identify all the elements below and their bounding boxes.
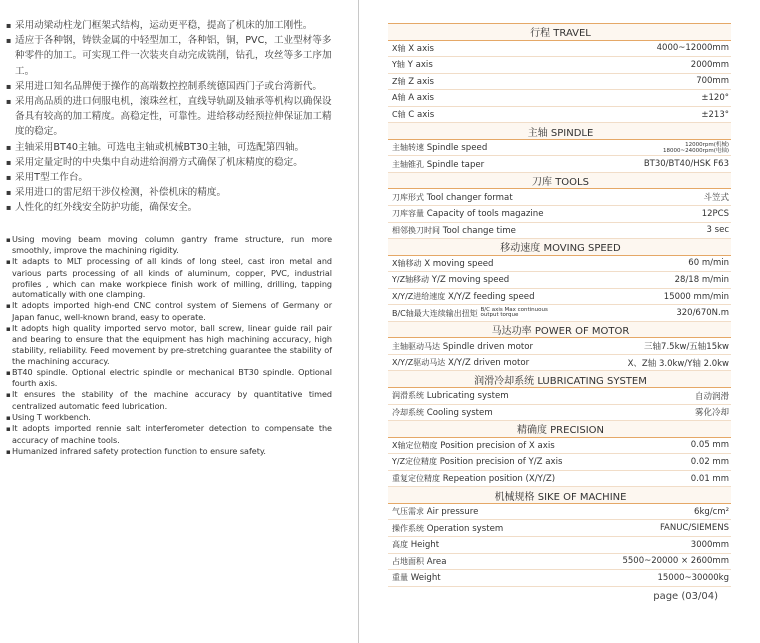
spec-label-zh: X轴定位精度: [392, 440, 438, 450]
spec-value: 0.01 mm: [597, 470, 731, 487]
spec-label-zh: X/Y/Z进给速度: [392, 292, 446, 302]
spindle-speed-elec: 18000~24000rpm(电轴): [662, 147, 729, 154]
spec-row: [388, 470, 731, 487]
spec-label-zh: B/C轴最大连续输出扭矩: [392, 308, 478, 318]
spec-row: [388, 40, 731, 57]
spec-label-en: Position precision of Y/Z axis: [439, 457, 563, 468]
spec-label-zh: C轴: [392, 110, 406, 119]
spec-row: [388, 536, 731, 553]
spec-label-en: Position precision of X axis: [440, 440, 555, 451]
spec-label-en: Capacity of tools magazine: [426, 209, 544, 220]
section-header-spindle: 主轴 SPINDLE: [388, 123, 731, 140]
spec-label-en: B/C axis Max continuous: [480, 306, 548, 313]
spec-value: 700mm: [597, 73, 731, 90]
spec-label-en: output torque: [480, 312, 519, 319]
spec-label-zh: 主轴锥孔: [392, 159, 424, 169]
spec-label-zh: 高度: [392, 540, 408, 550]
spec-value: X、Z轴 3.0kw/Y轴 2.0kw: [597, 354, 731, 371]
spec-value: 6kg/cm²: [597, 503, 731, 520]
spec-label-zh: 刀库形式: [392, 192, 424, 202]
spec-value: 雾化冷却: [597, 404, 731, 421]
features-column: [6, 18, 332, 458]
spec-label-en: Height: [410, 540, 440, 551]
section-header-precision: 精确度 PRECISION: [388, 421, 731, 438]
feature-zh-item: ▪ 人性化的红外线安全防护功能，确保安全。: [6, 200, 332, 215]
spec-label-en: Weight: [410, 573, 441, 584]
spec-label-zh: Y轴: [392, 60, 405, 70]
spec-label-en: C axis: [408, 110, 435, 120]
spec-row: [388, 57, 731, 74]
features-zh-list: [6, 18, 332, 216]
spec-value: 28/18 m/min: [597, 272, 731, 289]
spec-label-zh: 占地面积: [392, 556, 424, 566]
feature-zh-item: ▪ 适应于各种钢，铸铁金属的中轻型加工，各种铝，铜，PVC，工业型材等多种零件的加工。可实现工件一次装夹自动完成铣削，钻孔，攻丝等多工序加工。: [6, 33, 332, 79]
feature-zh-item: ▪ 采用进口的雷尼绍干涉仪检测，补偿机床的精度。: [6, 185, 332, 200]
spec-value: 15000 mm/min: [597, 288, 731, 305]
spec-row: [388, 437, 731, 454]
feature-en-item: ▪ It adapts to MLT processing of all kinds of long steel, cast iron metal and various parts processing of all kinds of aluminum, copper, PVC, industrial profiles , which can make workpiece finish work of milling, drilling, tapping automatically with one clamping.: [6, 256, 332, 300]
page-number: page (03/04): [653, 591, 718, 602]
spec-row: [388, 255, 731, 272]
spec-label-zh: 主轴转速: [392, 143, 424, 153]
spec-row: [388, 388, 731, 405]
spec-row: [388, 90, 731, 107]
spec-value: [597, 139, 731, 156]
spec-value: 斗笠式: [597, 189, 731, 206]
spec-value: ±120°: [597, 90, 731, 107]
spec-label-en: X moving speed: [424, 258, 494, 269]
spec-row: [388, 222, 731, 239]
spec-label-en: X/Y/Z driven motor: [447, 358, 530, 369]
spec-value: 2000mm: [597, 57, 731, 74]
spec-row: [388, 553, 731, 570]
feature-en-item: ▪ It ensures the stability of the machine accuracy by quantitative timed centralized automatic feed lubrication.: [6, 389, 332, 412]
spec-label-en: Repeation position (X/Y/Z): [442, 474, 556, 485]
spec-label-zh: X轴移动: [392, 258, 422, 268]
feature-en-item: ▪ It adopts high quality imported servo motor, ball screw, linear guide rail pair and bearing to ensure that the equipment has high machining accuracy, high stability, reliability. Feed movement by pre-stretching guarantee the stability of the machining accuracy.: [6, 323, 332, 367]
spec-label-en: Spindle taper: [426, 159, 485, 170]
spec-label-en: Y/Z moving speed: [431, 275, 510, 286]
spec-label-en: Spindle driven motor: [442, 341, 534, 352]
spec-label-zh: A轴: [392, 93, 406, 103]
column-divider: [358, 0, 359, 643]
spec-value: 自动润滑: [597, 388, 731, 405]
spec-label-zh: 相邻换刀时间: [392, 225, 440, 235]
feature-en-item: ▪ It adopts imported high-end CNC control system of Siemens of Germany or Japan fanuc, well-known brand, easy to operate.: [6, 300, 332, 323]
spec-value: 0.05 mm: [597, 437, 731, 454]
spec-label-en: Tool change time: [442, 225, 516, 236]
feature-en-item: ▪ Using T workbench.: [6, 412, 332, 424]
spec-value: 3 sec: [597, 222, 731, 239]
spec-row: [388, 503, 731, 520]
spec-label-zh: 操作系统: [392, 523, 424, 533]
spec-value: 12PCS: [597, 206, 731, 223]
spindle-speed-mech: 12000rpm(机械): [685, 141, 729, 148]
spec-row: [388, 404, 731, 421]
spec-row: [388, 454, 731, 471]
spec-label-en: X/Y/Z feeding speed: [447, 292, 535, 303]
feature-zh-item: ▪ 采用高品质的进口伺服电机，滚珠丝杠，直线导轨副及轴承等机构以确保设备具有较高的加工精度。高稳定性，可靠性。进给移动经预拉伸保证加工精度的稳定。: [6, 94, 332, 140]
spec-label-en: Tool changer format: [426, 192, 513, 203]
spec-label-zh: 冷却系统: [392, 407, 424, 417]
spec-row: [388, 520, 731, 537]
section-header-size: 机械规格 SIKE OF MACHINE: [388, 487, 731, 504]
section-header-lubrication: 润滑冷却系统 LUBRICATING SYSTEM: [388, 371, 731, 388]
spec-row: [388, 139, 731, 156]
spec-label-en: Area: [426, 556, 447, 567]
spec-label-zh: Z轴: [392, 76, 406, 86]
feature-zh-item: ▪ 采用定量定时的中央集中自动进给润滑方式确保了机床精度的稳定。: [6, 155, 332, 170]
section-header-travel: 行程 TRAVEL: [388, 24, 731, 41]
feature-en-item: ▪ It adopts imported rennie salt interferometer detection to compensate the accuracy of machine tools.: [6, 423, 332, 446]
feature-en-item: ▪ Using moving beam moving column gantry frame structure, run more smoothly, improve the machining rigidity.: [6, 234, 332, 257]
feature-zh-item: ▪ 采用进口知名品牌便于操作的高端数控控制系统德国西门子或台湾新代。: [6, 79, 332, 94]
spec-value: 15000~30000kg: [597, 570, 731, 587]
section-header-motor: 马达功率 POWER OF MOTOR: [388, 321, 731, 338]
spec-value: 320/670N.m: [597, 305, 731, 322]
spec-value: FANUC/SIEMENS: [597, 520, 731, 537]
section-header-moving-speed: 移动速度 MOVING SPEED: [388, 239, 731, 256]
spec-row: [388, 73, 731, 90]
spec-label-en: A axis: [408, 93, 435, 104]
feature-en-item: ▪ Humanized infrared safety protection function to ensure safety.: [6, 446, 332, 458]
spec-value: 4000~12000mm: [597, 40, 731, 57]
feature-en-item: ▪ BT40 spindle. Optional electric spindle or mechanical BT30 spindle. Optional fourth axis.: [6, 367, 332, 390]
feature-zh-item: ▪ 主轴采用BT40主轴。可选电主轴或机械BT30主轴，可选配第四轴。: [6, 140, 332, 155]
spec-value: 60 m/min: [597, 255, 731, 272]
spec-row: [388, 189, 731, 206]
feature-zh-item: ▪ 采用动梁动柱龙门框架式结构，运动更平稳，提高了机床的加工刚性。: [6, 18, 332, 33]
spec-label-en: X axis: [408, 43, 435, 54]
spec-label-zh: 气压需求: [392, 507, 424, 517]
spec-row: [388, 288, 731, 305]
spec-value: ±213°: [597, 106, 731, 123]
spec-row: [388, 106, 731, 123]
spec-label-en: Spindle speed: [426, 143, 488, 154]
spec-row: [388, 570, 731, 587]
spec-table: [388, 23, 731, 587]
spec-value: 3000mm: [597, 536, 731, 553]
spec-label-en: Y axis: [407, 60, 433, 71]
spec-row: [388, 338, 731, 355]
section-header-tools: 刀库 TOOLS: [388, 172, 731, 189]
spec-value: 5500~20000 × 2600mm: [597, 553, 731, 570]
spec-label-zh: 重量: [392, 573, 408, 583]
features-en-list: [6, 234, 332, 458]
spec-label-zh: 主轴驱动马达: [392, 341, 440, 351]
spec-label-en: Air pressure: [426, 507, 479, 518]
spec-row: [388, 272, 731, 289]
spec-row: [388, 206, 731, 223]
spec-label-en: Cooling system: [426, 407, 493, 418]
spec-value: 0.02 mm: [597, 454, 731, 471]
spec-label-en: Operation system: [426, 523, 504, 534]
feature-zh-item: ▪ 采用T型工作台。: [6, 170, 332, 185]
spec-label-zh: 重复定位精度: [392, 474, 440, 484]
spec-label-zh: 润滑系统: [392, 391, 424, 401]
spec-label-zh: X轴: [392, 43, 406, 53]
spec-label-zh: Y/Z轴移动: [392, 275, 430, 285]
spec-row: [388, 354, 731, 371]
spec-label-en: Lubricating system: [426, 391, 509, 402]
spec-row: [388, 156, 731, 173]
spec-value: 三轴7.5kw/五轴15kw: [597, 338, 731, 355]
spec-row: [388, 305, 731, 322]
spec-label-zh: X/Y/Z驱动马达: [392, 358, 446, 368]
spec-label-zh: 刀库容量: [392, 209, 424, 219]
spec-label-en: Z axis: [408, 76, 435, 87]
spec-value: BT30/BT40/HSK F63: [597, 156, 731, 173]
spec-label-zh: Y/Z定位精度: [392, 457, 438, 467]
